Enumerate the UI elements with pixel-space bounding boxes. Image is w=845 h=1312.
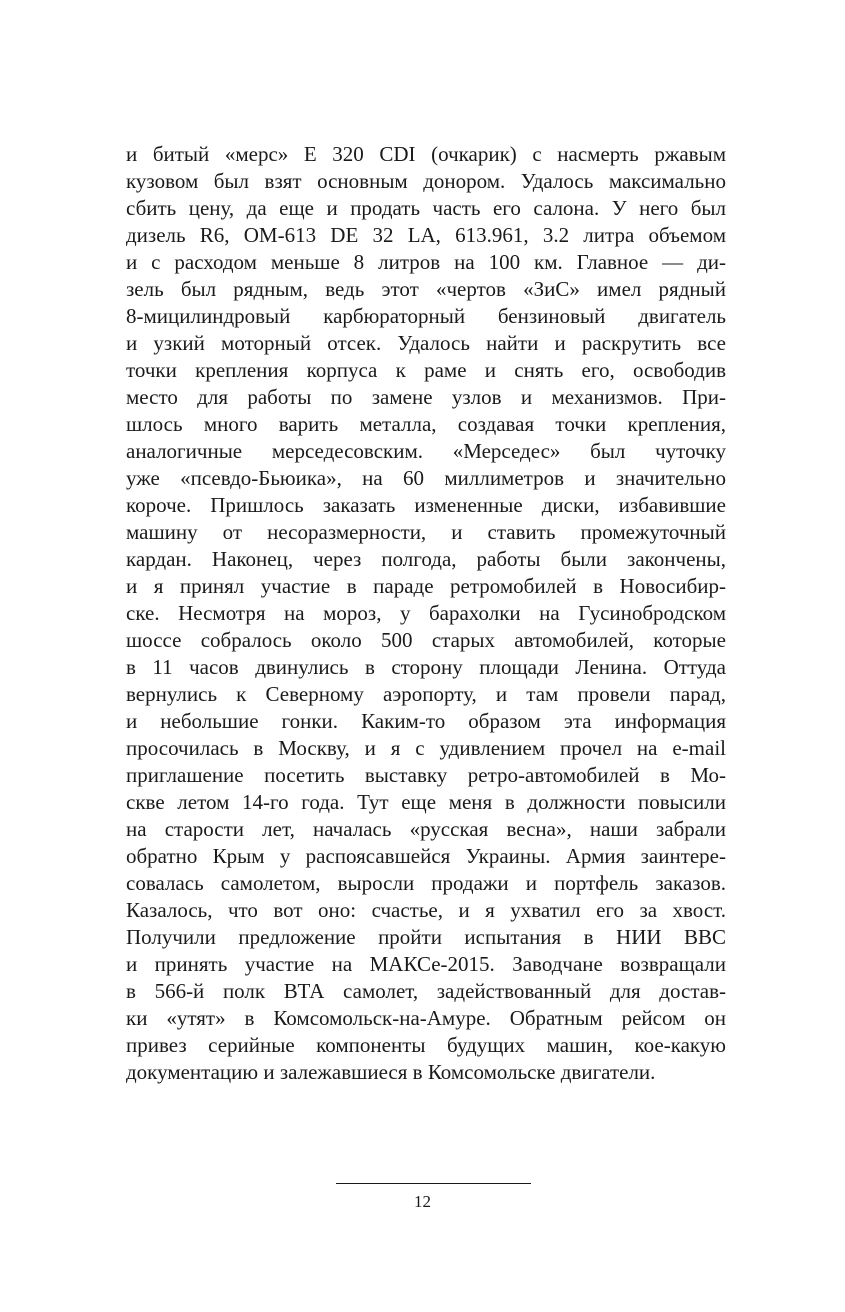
text-line: скве летом 14-го года. Тут еще меня в должности повысили — [126, 790, 726, 814]
text-line: Получили предложение пройти испытания в НИИ ВВС — [126, 925, 726, 949]
text-line: документацию и залежавшиеся в Комсомольске двигатели. — [126, 1060, 656, 1084]
text-line: ки «утят» в Комсомольск-на-Амуре. Обратным рейсом он — [126, 1006, 726, 1030]
text-line: привез серийные компоненты будущих машин, кое-какую — [126, 1033, 726, 1057]
footer-rule — [336, 1183, 531, 1184]
text-line: короче. Пришлось заказать измененные диски, избавившие — [126, 493, 726, 517]
text-line: на старости лет, началась «русская весна», наши забрали — [126, 817, 726, 841]
text-line: в 566-й полк ВТА самолет, задействованный для достав- — [126, 979, 726, 1003]
text-line: обратно Крым у распоясавшейся Украины. Армия заинтере- — [126, 844, 726, 868]
text-line: дизель R6, OM-613 DE 32 LA, 613.961, 3.2 литра объемом — [126, 223, 726, 247]
text-line: в 11 часов двинулись в сторону площади Ленина. Оттуда — [126, 655, 726, 679]
text-line: совалась самолетом, выросли продажи и портфель заказов. — [126, 871, 726, 895]
page-number: 12 — [414, 1192, 431, 1211]
text-line: и принять участие на МАКСе-2015. Заводчане возвращали — [126, 952, 726, 976]
text-line: и небольшие гонки. Каким-то образом эта информация — [126, 709, 726, 733]
text-line: зель был рядным, ведь этот «чертов «ЗиС» имел рядный — [126, 277, 726, 301]
text-line: шлось много варить металла, создавая точки крепления, — [126, 412, 726, 436]
body-text — [126, 141, 726, 1086]
text-line: и с расходом меньше 8 литров на 100 км. Главное — ди- — [126, 250, 726, 274]
text-line: и я принял участие в параде ретромобилей в Новосибир- — [126, 574, 726, 598]
text-line: место для работы по замене узлов и механизмов. При- — [126, 385, 726, 409]
text-line: кузовом был взят основным донором. Удалось максимально — [126, 169, 726, 193]
text-line: шоссе собралось около 500 старых автомобилей, которые — [126, 628, 726, 652]
text-line: точки крепления корпуса к раме и снять его, освободив — [126, 358, 726, 382]
text-line: уже «псевдо-Бьюика», на 60 миллиметров и значительно — [126, 466, 726, 490]
text-line: машину от несоразмерности, и ставить промежуточный — [126, 520, 726, 544]
text-line: и узкий моторный отсек. Удалось найти и раскрутить все — [126, 331, 726, 355]
text-line: 8-мицилиндровый карбюраторный бензиновый двигатель — [126, 304, 726, 328]
text-line: сбить цену, да еще и продать часть его салона. У него был — [126, 196, 726, 220]
text-line: просочилась в Москву, и я с удивлением прочел на e-mail — [126, 736, 726, 760]
text-line: вернулись к Северному аэропорту, и там провели парад, — [126, 682, 726, 706]
text-line: Казалось, что вот оно: счастье, и я ухватил его за хвост. — [126, 898, 726, 922]
text-line: ске. Несмотря на мороз, у барахолки на Гусинобродском — [126, 601, 726, 625]
text-line: кардан. Наконец, через полгода, работы были закончены, — [126, 547, 726, 571]
text-line: и битый «мерс» E 320 CDI (очкарик) с насмерть ржавым — [126, 142, 726, 166]
text-line: приглашение посетить выставку ретро-автомобилей в Мо- — [126, 763, 726, 787]
text-line: аналогичные мерседесовским. «Мерседес» был чуточку — [126, 439, 726, 463]
